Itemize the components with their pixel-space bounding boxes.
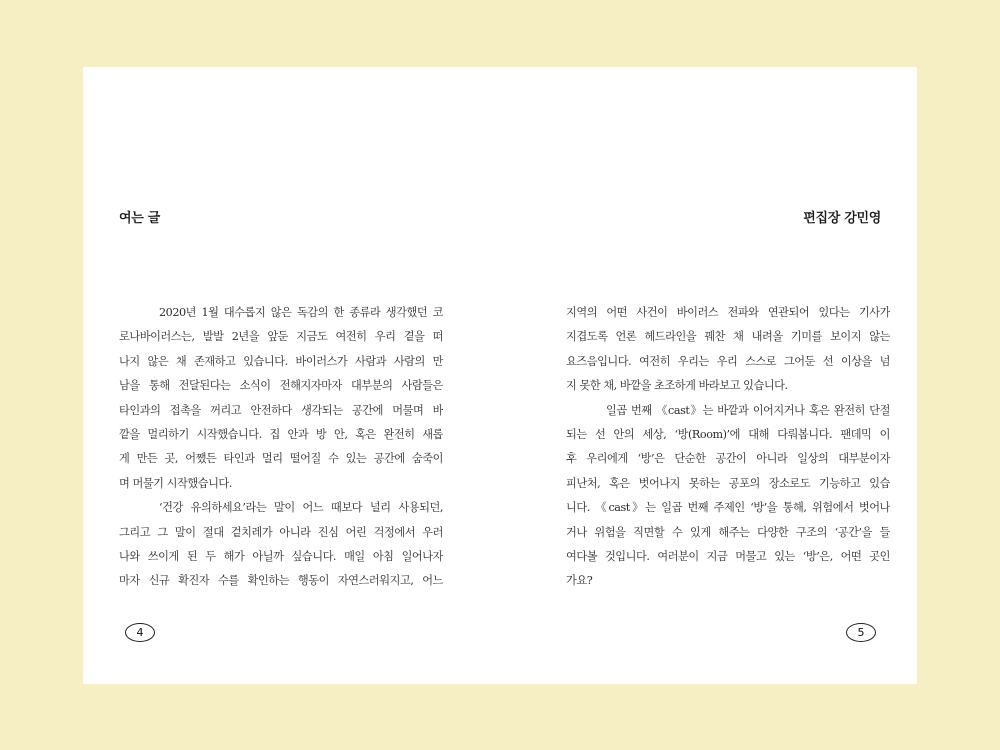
text-line: 남을 통해 전달된다는 소식이 전해지자마자 대부분의 사람들은 [119,379,443,393]
book-spread [83,67,917,684]
text-line: 거나 위험을 직면할 수 있게 해주는 다양한 구조의 ‘공간’을 들 [566,525,890,539]
text-line: 지역의 어떤 사건이 바이러스 전파와 연관되어 있다는 기사가 [566,306,890,319]
right-page-number: 5 [846,623,876,642]
text-line: 2020년 1월 대수롭지 않은 독감의 한 종류라 생각했던 코 [159,306,443,319]
text-line: 피난처, 혹은 벗어나지 못하는 공포의 장소로도 기능하고 있습 [566,476,890,490]
text-line: 요즈음입니다. 여전히 우리는 우리 스스로 그어둔 선 이상을 넘 [566,354,890,368]
right-page-body [566,301,890,594]
text-line: 나지 않은 채 존재하고 있습니다. 바이러스가 사람과 사람의 만 [119,354,443,368]
right-page-header: 편집장 강민영 [803,211,881,226]
text-line: 나와 쓰이게 된 두 해가 아닐까 싶습니다. 매일 아침 일어나자 [119,549,443,563]
left-page-number: 4 [125,623,155,642]
text-line: 후 우리에게 ‘방’은 단순한 공간이 아니라 일상의 대부분이자 [566,452,890,466]
text-line: 되는 선 안의 세상, ‘방(Room)’에 대해 다뤄봅니다. 팬데믹 이 [566,427,890,441]
text-line: 마자 신규 확진자 수를 확인하는 행동이 자연스러워지고, 어느 [119,574,443,588]
text-line: 니다. 《cast》는 일곱 번째 주제인 ‘방’을 통해, 위험에서 벗어나 [566,501,890,515]
text-line: 그리고 그 말이 절대 겉치레가 아니라 진심 어린 걱정에서 우러 [119,525,443,539]
text-line: 가요? [566,574,593,588]
text-line: ‘건강 유의하세요’라는 말이 어느 때보다 널리 사용되던, [159,501,443,515]
text-line: 게 만든 곳, 어쨌든 타인과 멀리 떨어질 수 있는 공간에 숨죽이 [119,452,443,466]
left-page-body [119,301,443,594]
text-line: 깥을 멀리하기 시작했습니다. 집 안과 방 안, 혹은 완전히 새롭 [119,427,443,441]
left-page-header: 여는 글 [119,211,160,226]
text-line: 여다볼 것입니다. 여러분이 지금 머물고 있는 ‘방’은, 어떤 곳인 [566,549,890,563]
text-line: 타인과의 접촉을 꺼리고 안전하다 생각되는 공간에 머물며 바 [119,403,443,417]
text-line: 지겹도록 언론 헤드라인을 꿰찬 채 내려올 기미를 보이지 않는 [566,330,890,344]
text-line: 로나바이러스는, 발발 2년을 앞둔 지금도 여전히 우리 곁을 떠 [119,330,443,344]
text-line: 지 못한 채, 바깥을 초조하게 바라보고 있습니다. [566,379,788,393]
text-line: 며 머물기 시작했습니다. [119,476,232,490]
text-line: 일곱 번째 《cast》는 바깥과 이어지거나 혹은 완전히 단절 [606,403,890,417]
